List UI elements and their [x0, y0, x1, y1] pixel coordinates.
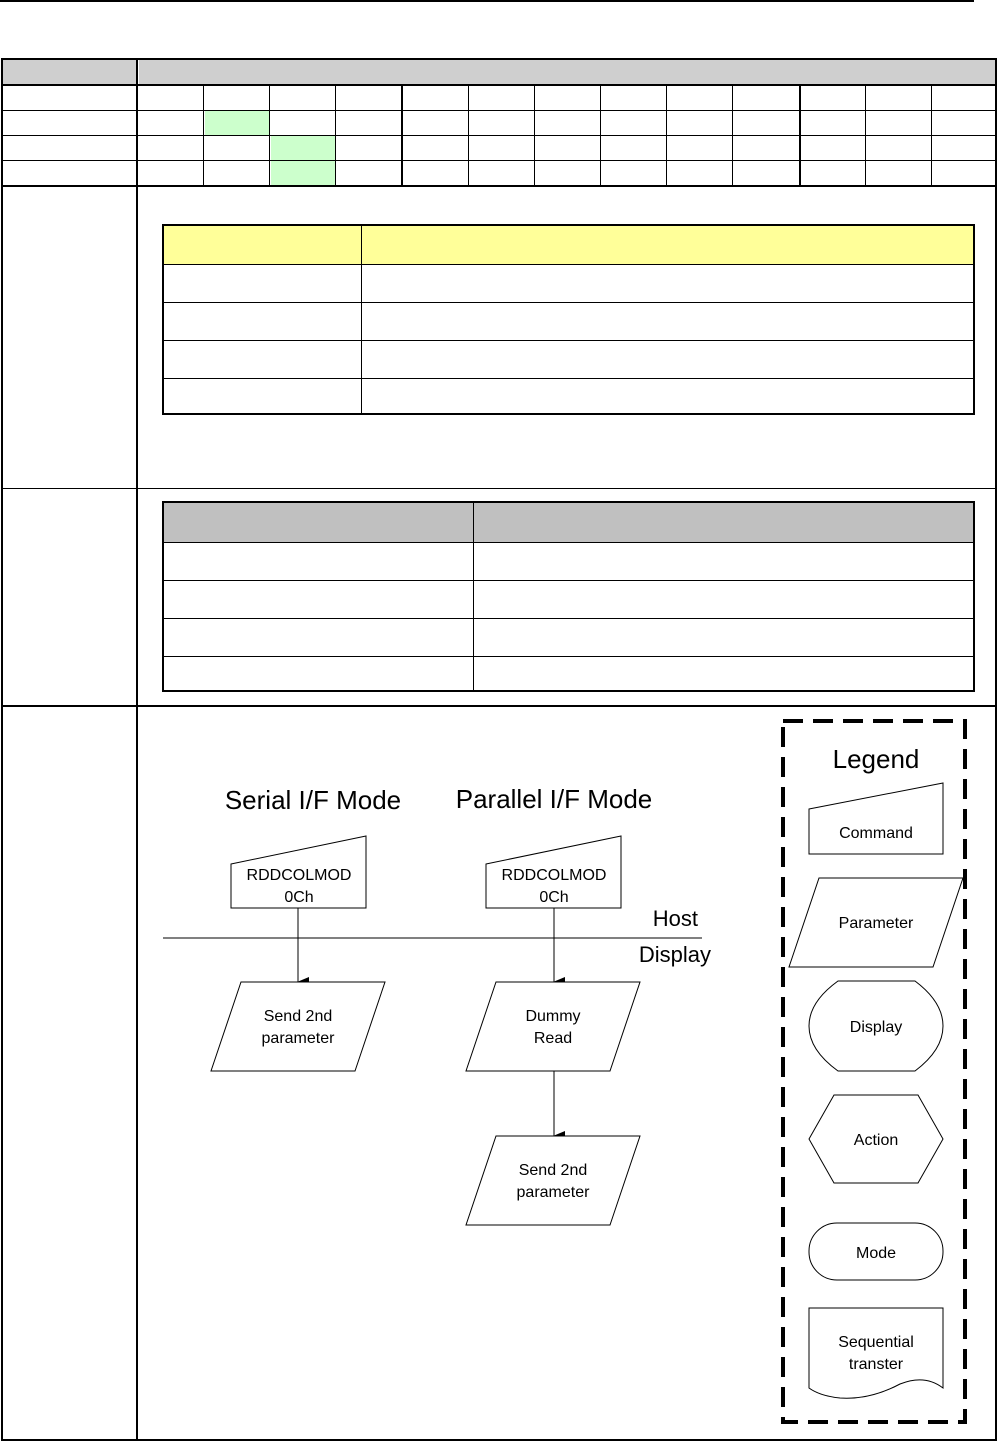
serial-send-parameter-shape: [211, 982, 385, 1071]
legend-display-label: Display: [849, 1019, 903, 1036]
legend-mode-label: Mode: [855, 1245, 897, 1262]
legend-parameter-label: Parameter: [838, 915, 914, 932]
legend-command-shape: [809, 783, 943, 854]
parallel-command-text: RDDCOLMOD: [501, 867, 607, 884]
parallel-mode-heading: Parallel I/F Mode: [455, 784, 653, 814]
parallel-dummy-read-shape: [466, 982, 640, 1071]
legend-title: Legend: [832, 744, 920, 774]
serial-command-text: RDDCOLMOD: [246, 867, 352, 884]
parallel-dummy-read-text: Read: [533, 1030, 573, 1047]
serial-send-parameter-text: Send 2nd: [263, 1008, 333, 1025]
serial-send-parameter-text: parameter: [261, 1030, 335, 1047]
legend-sequential-shape: [809, 1308, 943, 1398]
parallel-send-parameter-text: Send 2nd: [518, 1162, 588, 1179]
parallel-command-code: 0Ch: [539, 889, 569, 906]
legend-sequential-label: transter: [848, 1356, 904, 1373]
legend-command-label: Command: [839, 825, 913, 842]
serial-mode-heading: Serial I/F Mode: [224, 785, 402, 815]
legend-action-label: Action: [853, 1132, 899, 1149]
display-label: Display: [638, 942, 711, 967]
parallel-send-parameter-shape: [466, 1136, 640, 1225]
serial-command-code: 0Ch: [284, 889, 314, 906]
host-label: Host: [652, 906, 698, 931]
legend-sequential-label: Sequential: [838, 1334, 914, 1351]
parallel-send-parameter-text: parameter: [516, 1184, 590, 1201]
parallel-dummy-read-text: Dummy: [525, 1008, 581, 1025]
